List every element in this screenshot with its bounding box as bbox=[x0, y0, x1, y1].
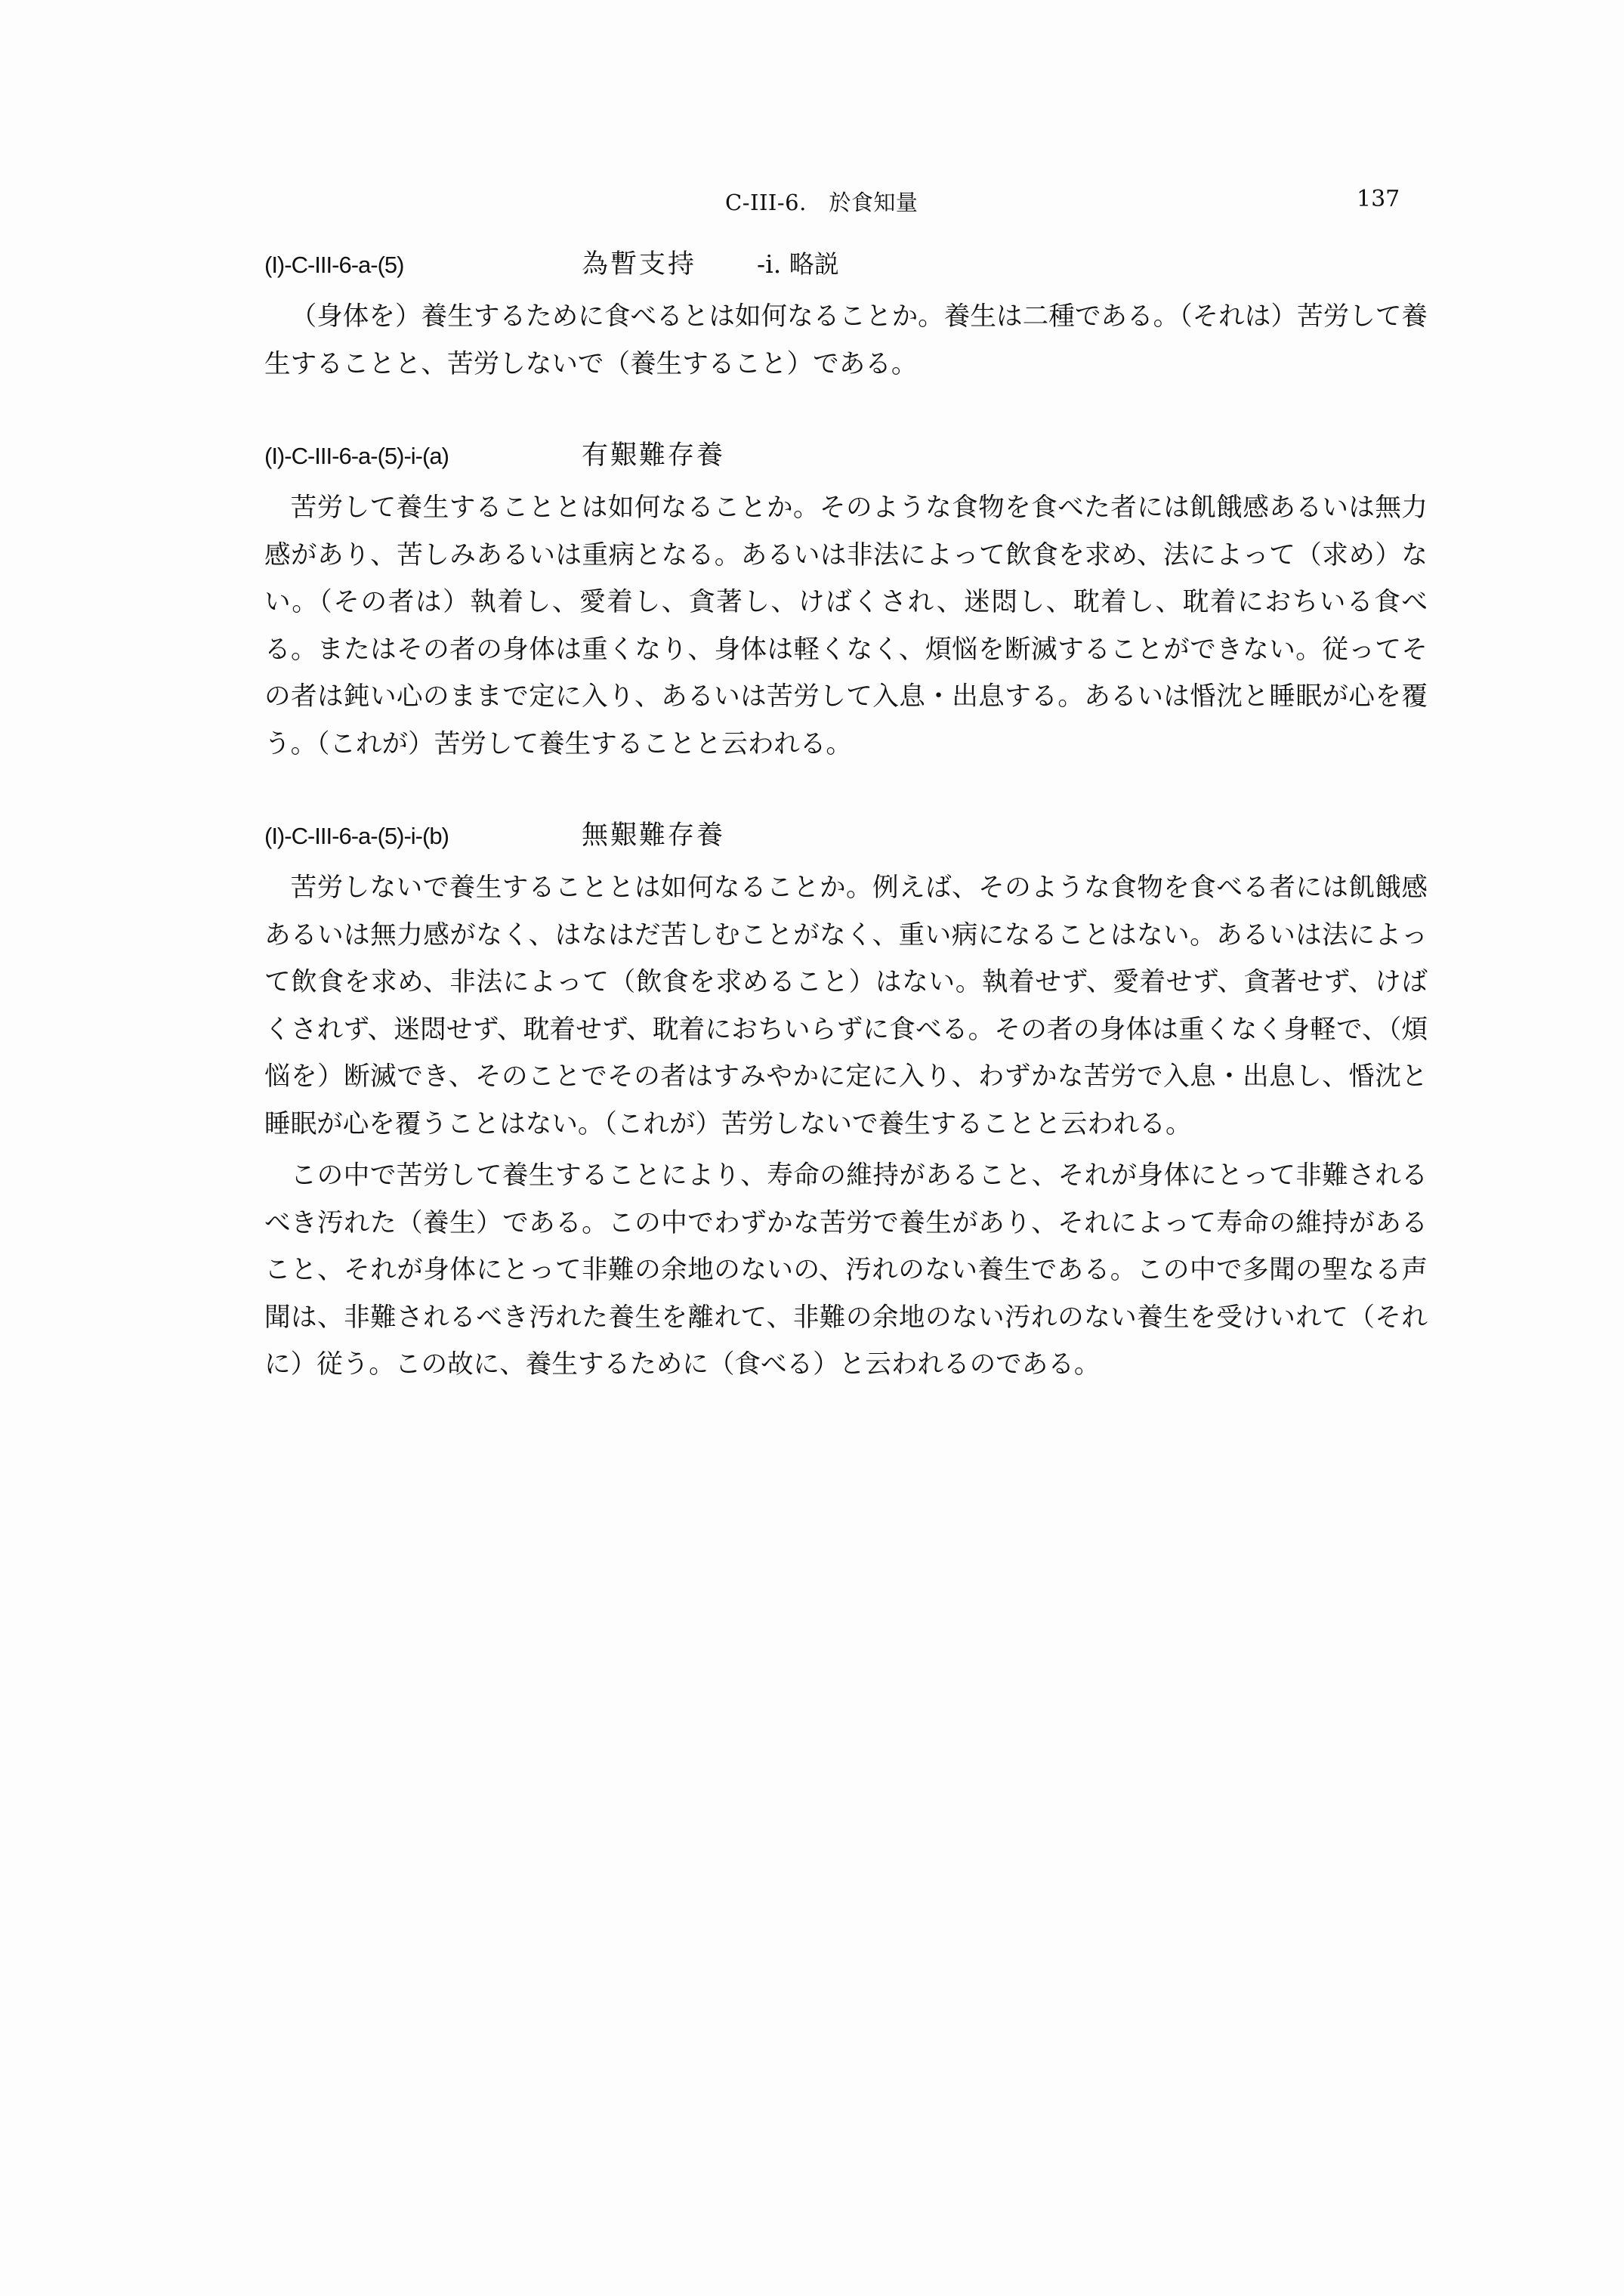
page-number: 137 bbox=[1357, 186, 1400, 212]
section-heading-1 bbox=[264, 243, 1428, 293]
section-code: (I)-C-III-6-a-(5)-i-(b) bbox=[264, 823, 449, 849]
spacer bbox=[264, 768, 1428, 814]
section-code: (I)-C-III-6-a-(5) bbox=[264, 252, 404, 278]
section-title: 為暫支持 bbox=[582, 249, 697, 280]
section-title: 有艱難存養 bbox=[582, 440, 726, 471]
paragraph: 苦労しないで養生することとは如何なることか。例えば、そのような食物を食べる者には飢餓感あるいは無力感がなく、はなはだ苦しむことがなく、重い病になることはない。あるいは法によって飲食を求め、非法によって（飲食を求めること）はない。執着せず、愛着せず、貪著せず、けばくされず、迷悶せず、耽着せず、耽着におちいらずに食べる。その者の身体は重くなく身軽で、（煩悩を）断滅でき、そのことでその者はすみやかに定に入り、わずかな苦労で入息・出息し、惛沈と睡眠が心を覆うことはない。（これが）苦労しないで養生することと云われる。 bbox=[264, 873, 1428, 1139]
paragraph: 苦労して養生することとは如何なることか。そのような食物を食べた者には飢餓感あるいは無力感があり、苦しみあるいは重病となる。あるいは非法によって飲食を求め、法によって（求め）ない。（その者は）執着し、愛着し、貪著し、けばくされ、迷悶し、耽着し、耽着におちいる食べる。またはその者の身体は重くなり、身体は軽くなく、煩悩を断滅することができない。従ってその者は鈍い心のままで定に入り、あるいは苦労して入息・出息する。あるいは惛沈と睡眠が心を覆う。（これが）苦労して養生することと云われる。 bbox=[264, 493, 1428, 759]
page-body bbox=[264, 243, 1428, 1389]
paragraph: この中で苦労して養生することにより、寿命の維持があること、それが身体にとって非難されるべき汚れた（養生）である。この中でわずかな苦労で養生があり、それによって寿命の維持があること、それが身体にとって非難の余地のないの、汚れのない養生である。この中で多聞の聖なる声聞は、非難されるべき汚れた養生を離れて、非難の余地のない汚れのない養生を受けいれて（それに）従う。この故に、養生するために（食べる）と云われるのである。 bbox=[264, 1160, 1428, 1380]
section-heading-3 bbox=[264, 814, 1428, 864]
spacer bbox=[264, 388, 1428, 434]
running-title: C-III-6. 於食知量 bbox=[725, 190, 919, 215]
section-subtitle: -i. 略説 bbox=[757, 249, 839, 279]
section-code: (I)-C-III-6-a-(5)-i-(a) bbox=[264, 443, 449, 469]
paragraph: （身体を）養生するために食べるとは如何なることか。養生は二種である。（それは）苦労して養生することと、苦労しないで（養生すること）である。 bbox=[264, 301, 1428, 379]
section-title: 無艱難存養 bbox=[582, 820, 726, 851]
section-heading-2 bbox=[264, 434, 1428, 484]
